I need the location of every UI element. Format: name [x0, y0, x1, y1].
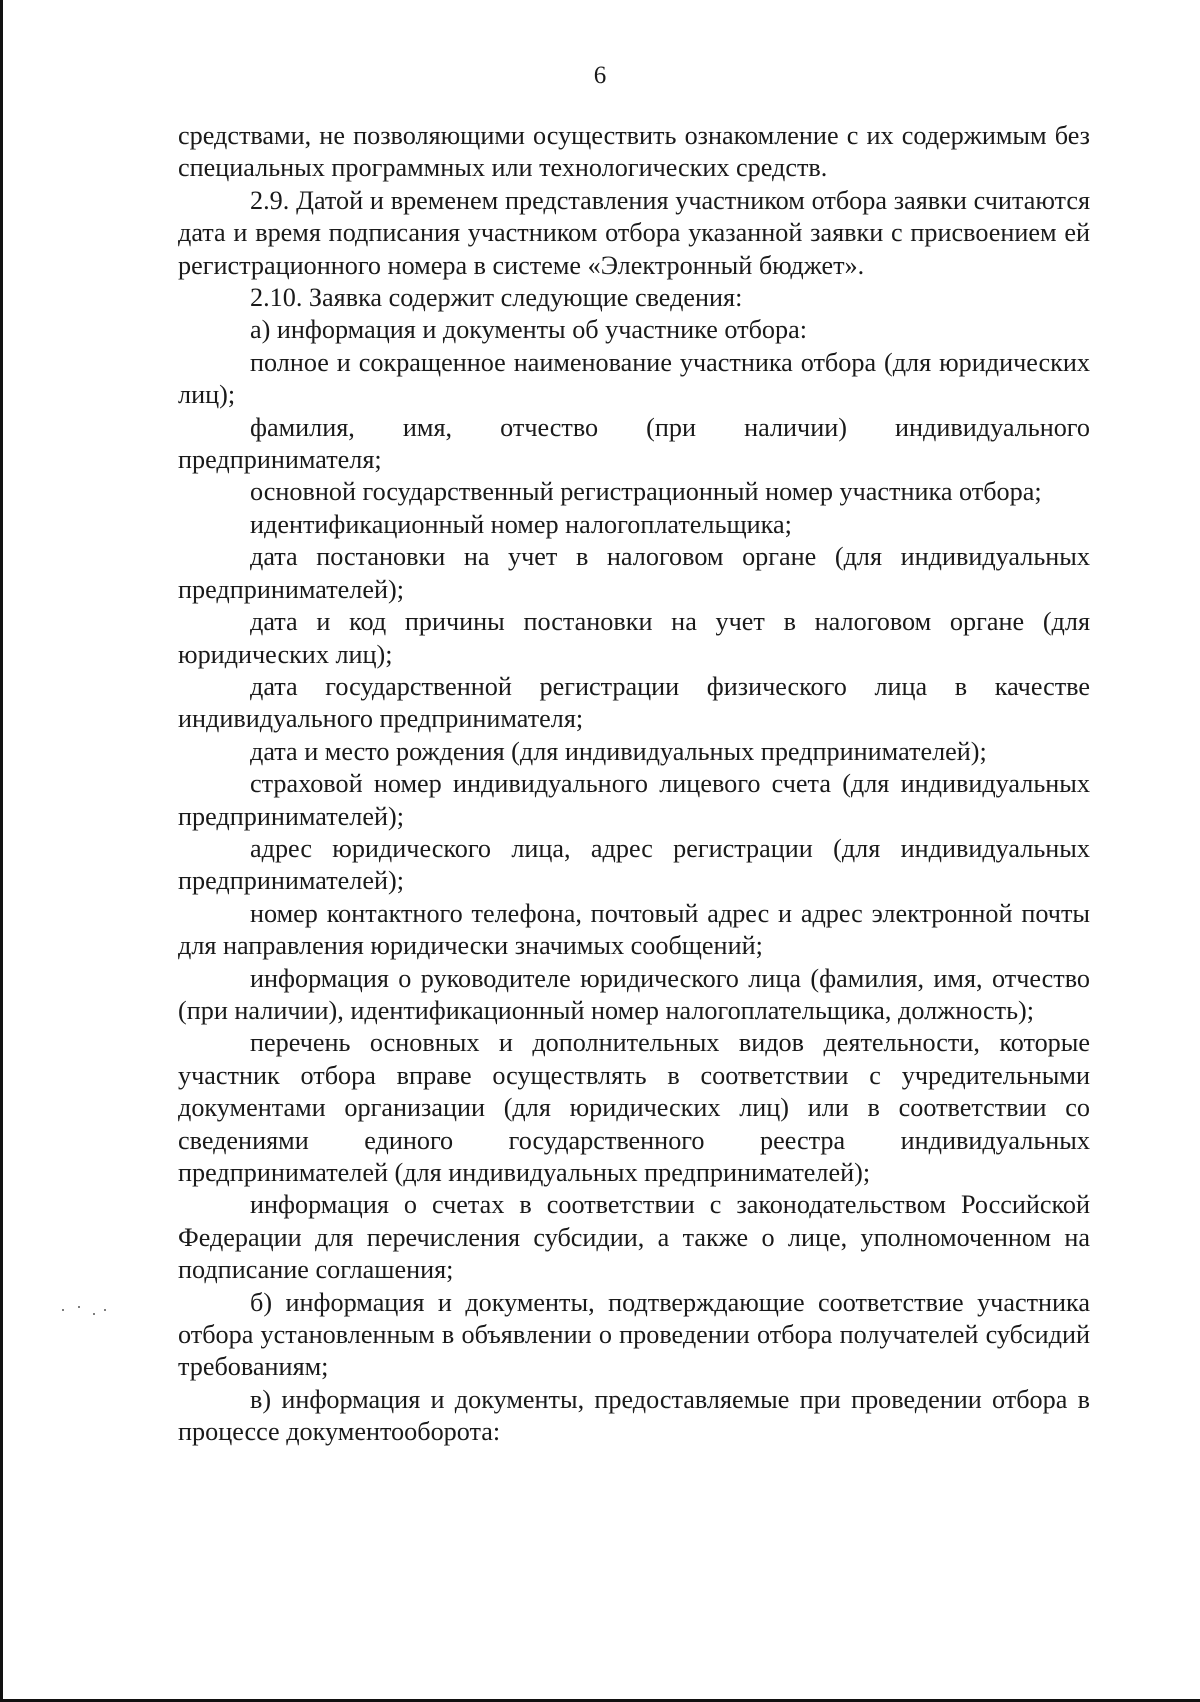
scan-speck [62, 1309, 64, 1311]
list-item: полное и сокращенное наименование участника отбора (для юридических лиц); [178, 347, 1090, 410]
list-item: информация о руководителе юридического лица (фамилия, имя, отчество (при наличии), идентификационный номер налогоплательщика, должность); [178, 963, 1090, 1025]
paragraph-2-9: 2.9. Датой и временем представления участником отбора заявки считаются дата и время подписания участником отбора указанной заявки с присвоением ей регистрационного номера в системе «Электронный бюджет». [178, 185, 1090, 280]
document-body [178, 120, 1090, 1449]
page-number: 6 [593, 62, 607, 89]
paragraph-2-10: 2.10. Заявка содержит следующие сведения: [250, 283, 743, 313]
paragraph-continuation: средствами, не позволяющими осуществить ознакомление с их содержимым без специальных программных или технологических средств. [178, 121, 1090, 183]
list-item: дата государственной регистрации физического лица в качестве индивидуального предпринимателя; [178, 671, 1090, 734]
scan-speck [104, 1309, 106, 1311]
list-item: фамилия, имя, отчество (при наличии) индивидуального предпринимателя; [178, 412, 1090, 475]
list-item-a: а) информация и документы об участнике отбора: [250, 315, 807, 345]
list-item: дата постановки на учет в налоговом органе (для индивидуальных предпринимателей); [178, 542, 1090, 604]
list-item: номер контактного телефона, почтовый адрес и адрес электронной почты для направления юридически значимых сообщений; [178, 898, 1090, 961]
list-item: перечень основных и дополнительных видов деятельности, которые участник отбора вправе осуществлять в соответствии с учредительными документами организации (для юридических лиц) или в соответствии со сведениями единого государственного реестра индивидуальных предпринимателей (для индивидуальных предпринимателей); [178, 1028, 1090, 1187]
scan-speck [93, 1313, 95, 1315]
list-item: основной государственный регистрационный номер участника отбора; [250, 477, 1042, 507]
list-item: дата и код причины постановки на учет в налоговом органе (для юридических лиц); [178, 607, 1090, 669]
scan-edge-left [0, 0, 3, 1702]
list-item: страховой номер индивидуального лицевого счета (для индивидуальных предпринимателей); [178, 769, 1090, 831]
scan-speck [78, 1306, 80, 1308]
list-item: адрес юридического лица, адрес регистрации (для индивидуальных предпринимателей); [178, 833, 1090, 896]
list-item: информация о счетах в соответствии с законодательством Российской Федерации для перечисления субсидии, а также о лице, уполномоченном на подписание соглашения; [178, 1190, 1090, 1285]
list-item: дата и место рождения (для индивидуальных предпринимателей); [250, 736, 987, 766]
list-item-v: в) информация и документы, предоставляемые при проведении отбора в процессе документооборота: [178, 1384, 1090, 1447]
list-item-b: б) информация и документы, подтверждающие соответствие участника отбора установленным в объявлении о проведении отбора получателей субсидий требованиям; [178, 1287, 1090, 1382]
list-item: идентификационный номер налогоплательщика; [250, 509, 792, 539]
